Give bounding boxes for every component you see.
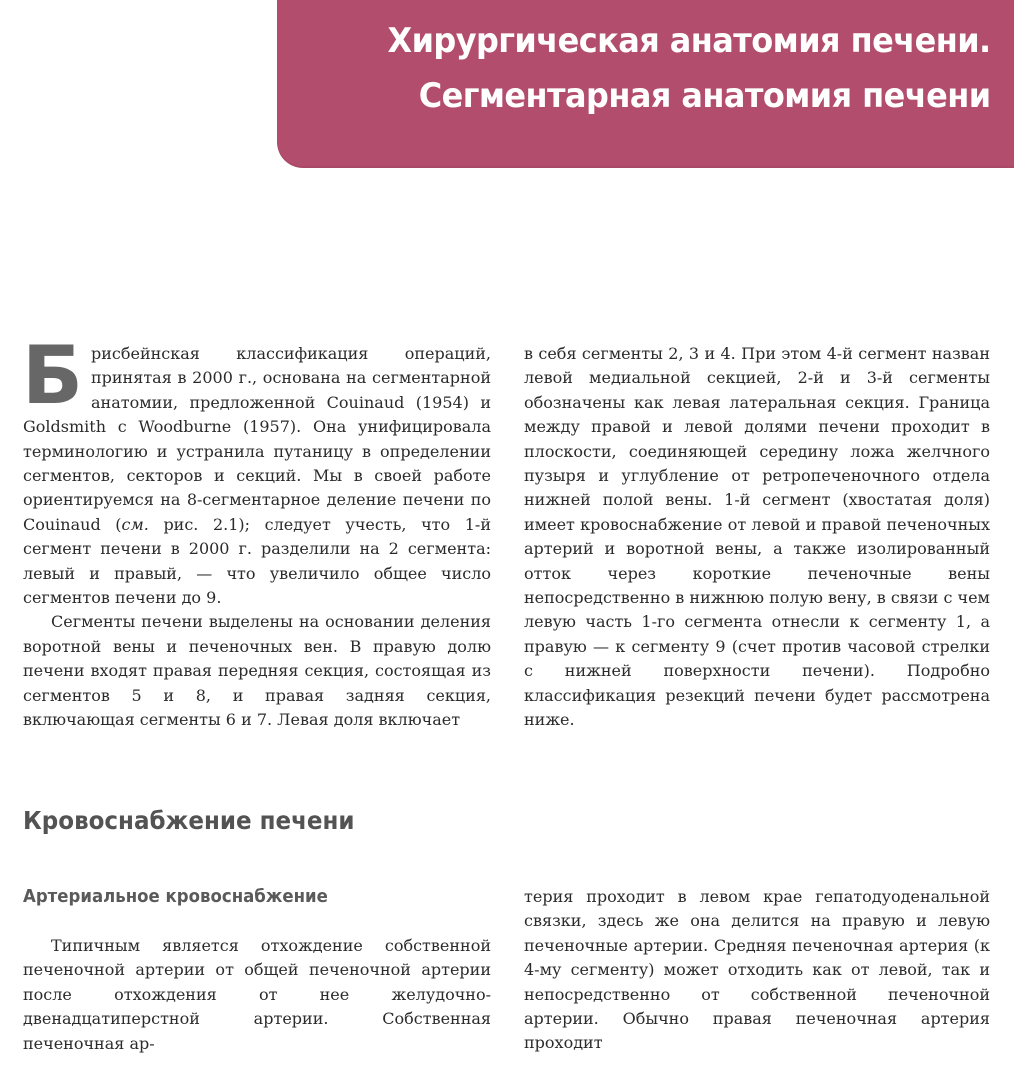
intro-paragraph-2-continued: в себя сегменты 2, 3 и 4. При этом 4-й сегмент назван левой медиальной секцией, 2-й и 3-й сегменты обозначены как левая латеральная секция. Граница между правой и левой долями печени проходит в плоскости, соединяющей середину ложа желчного пузыря и углубление от ретропеченочного отдела нижней полой вены. 1-й сегмент (хвостатая доля) имеет кровоснабжение от левой и правой печеночных артерий и воротной вены, а также изолированный отток через короткие печеночные вены непосредственно в нижнюю полую вену, в связи с чем левую часть 1-го сегмента отнесли к сегменту 1, а правую — к сегменту 9 (счет против часовой стрелки с нижней поверхности печени). Подробно классификация резекций печени будет рассмотрена ниже. xyxy=(524,344,990,730)
section-column-left xyxy=(23,934,491,1056)
intro-paragraph-1-text: рисбейнская классификация операций, принятая в 2000 г., основана на сегментарной анатомии, предложенной Couinaud (1954) и Goldsmith с Woodburne (1957). Она унифицировала терминологию и устранила путаницу в определении сегментов, секторов и секций. Мы в своей работе ориентируемся на 8-сегментарное деление печени по Couinaud ( xyxy=(23,344,491,534)
chapter-title-line-2: Сегментарная анатомия печени xyxy=(419,76,991,116)
figure-reference: см. xyxy=(121,514,149,534)
intro-paragraph-1-end: рис. 2.1); следует учесть, что 1-й сегмент печени в 2000 г. разделили на 2 сегмента: левый и правый, — что увеличило общее число сегментов печени до 9. xyxy=(23,514,492,608)
section-paragraph-1: Типичным является отхождение собственной печеночной артерии от общей печеночной артерии после отхождения от нее желудочно-двенадцатиперстной артерии. Собственная печеночная ар- xyxy=(23,936,491,1053)
subsection-heading: Артериальное кровоснабжение xyxy=(23,886,328,907)
section-column-right xyxy=(524,885,990,1056)
intro-paragraph-2: Сегменты печени выделены на основании деления воротной вены и печеночных вен. В правую долю печени входят правая передняя секция, состоящая из сегментов 5 и 8, и правая задняя секция, включающая сегменты 6 и 7. Левая доля включает xyxy=(23,612,491,730)
intro-column-left xyxy=(22,329,492,733)
section-heading: Кровоснабжение печени xyxy=(23,806,355,835)
chapter-title xyxy=(388,14,991,124)
chapter-title-band xyxy=(277,0,1014,168)
chapter-title-line-1: Хирургическая анатомия печени. xyxy=(387,21,991,61)
intro-column-right xyxy=(524,342,990,733)
intro-paragraph-1 xyxy=(22,329,492,610)
drop-cap: Б xyxy=(22,329,83,422)
section-paragraph-1-continued: терия проходит в левом крае гепатодуоденальной связки, здесь же она делится на правую и левую печеночные артерии. Средняя печеночная артерия (к 4-му сегменту) может отходить как от левой, так и непосредственно от собственной печеночной артерии. Обычно правая печеночная артерия проходит xyxy=(524,887,990,1053)
